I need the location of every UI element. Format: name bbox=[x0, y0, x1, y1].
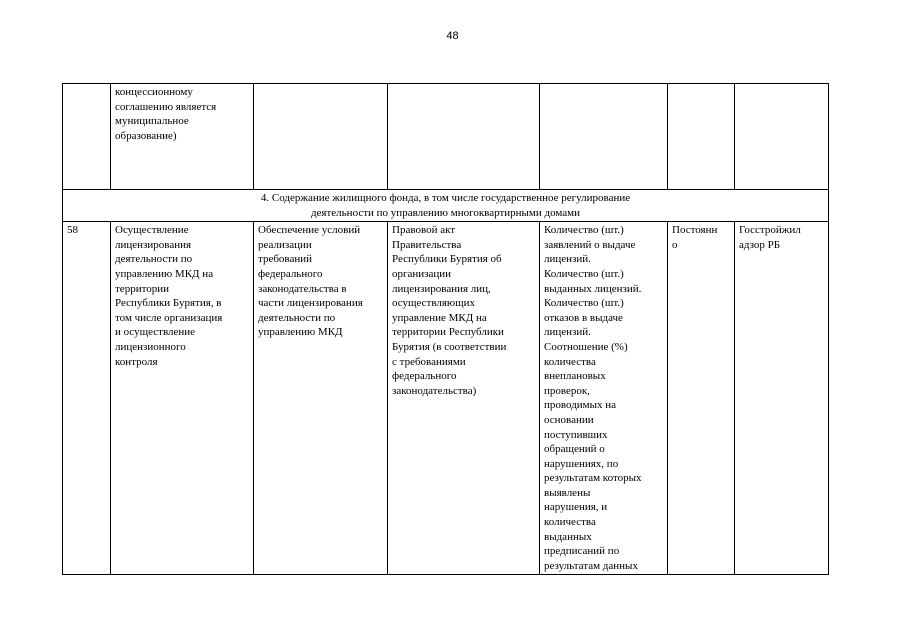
cell-prev-act bbox=[388, 84, 540, 190]
cell-indicator bbox=[540, 222, 668, 575]
cell-prev-term bbox=[668, 84, 735, 190]
section-header-row bbox=[63, 190, 829, 222]
cell-term bbox=[668, 222, 735, 575]
cell-prev-indicator bbox=[540, 84, 668, 190]
cell-act bbox=[388, 222, 540, 575]
cell-prev-executor bbox=[735, 84, 829, 190]
goal-text: Обеспечение условий реализации требований федерального законодательства в части лицензирования деятельности по управлению МКД bbox=[258, 224, 363, 339]
cell-executor bbox=[735, 222, 829, 575]
cell-prev-measure bbox=[111, 84, 254, 190]
cell-goal bbox=[254, 222, 388, 575]
measure-text: Осуществление лицензирования деятельности по управлению МКД на территории Республики Бурятия, в том числе организация и осуществление лицензионного контроля bbox=[115, 224, 223, 368]
cell-prev-num bbox=[63, 84, 111, 190]
cell-num bbox=[63, 222, 111, 575]
table-row-prev bbox=[63, 84, 829, 190]
prev-measure-text: концессионному соглашению является муниципальное образование) bbox=[115, 86, 217, 142]
act-text: Правовой акт Правительства Республики Бурятия об организации лицензирования лиц, осуществляющих управление МКД на территории Республики Бурятия (в соответствии с требованиями федерального законодательства) bbox=[392, 224, 507, 397]
term-text: Постоянн о bbox=[672, 224, 718, 251]
section-header bbox=[63, 190, 829, 222]
table-row-58 bbox=[63, 222, 829, 575]
section-header-text: 4. Содержание жилищного фонда, в том числе государственное регулирование деятельности по управлению многоквартирными домами bbox=[260, 192, 631, 219]
executor-text: Госстройжил адзор РБ bbox=[739, 224, 801, 251]
measures-table bbox=[62, 83, 829, 575]
row-number: 58 bbox=[67, 224, 78, 237]
indicator-text: Количество (шт.) заявлений о выдаче лицензий. Количество (шт.) выданных лицензий. Количество (шт.) отказов в выдаче лицензий. Соотношение (%) количества внеплановых проверок, проводимых на основании поступивших обращений о нарушениях, по результатам которых выявлены нарушения, и количества выданных предписаний по результатам данных bbox=[544, 224, 642, 572]
cell-prev-goal bbox=[254, 84, 388, 190]
cell-measure bbox=[111, 222, 254, 575]
page-number: 48 bbox=[446, 30, 459, 42]
